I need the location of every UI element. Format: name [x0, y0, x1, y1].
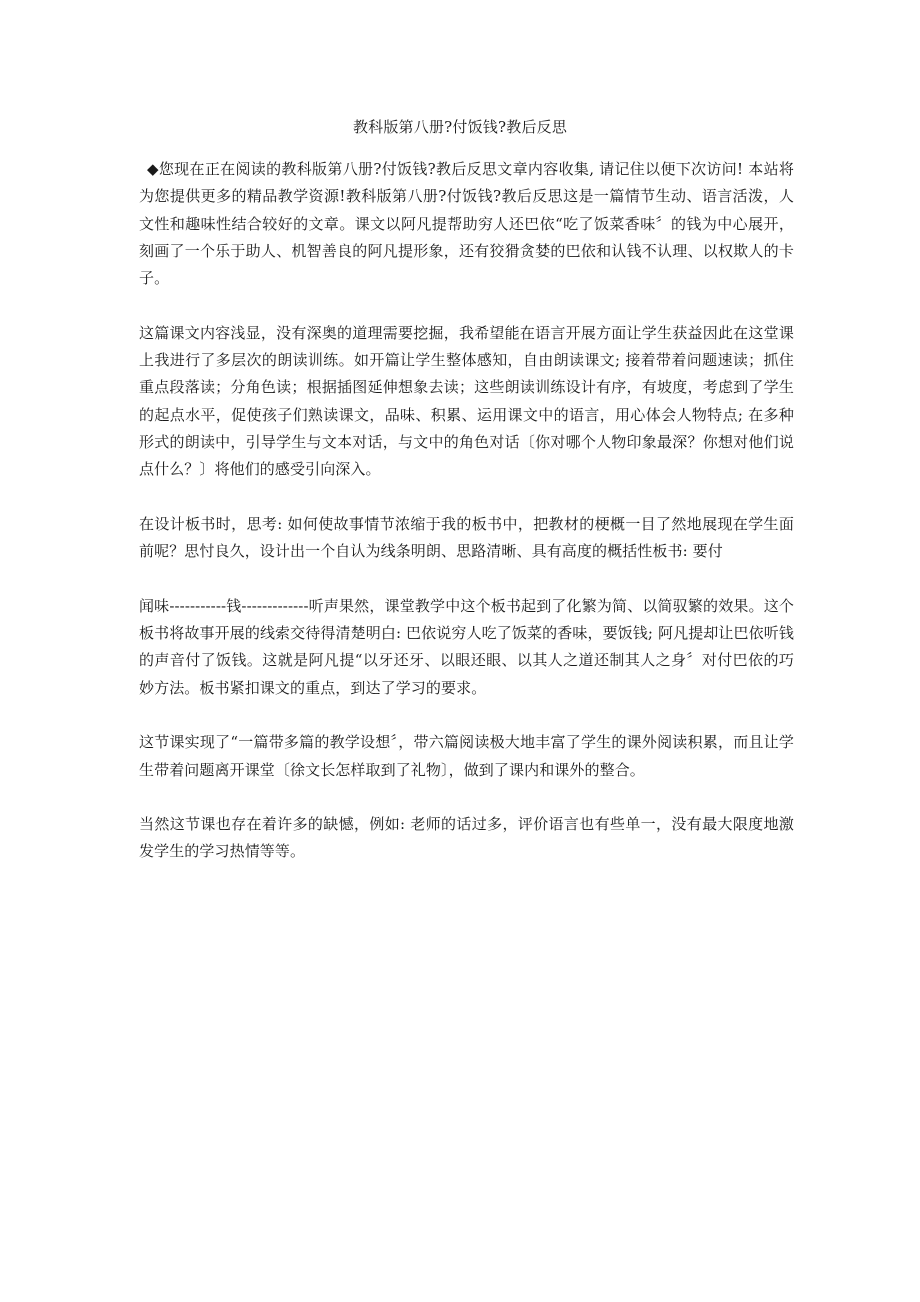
- document-title: 教科版第八册?付饭钱?教后反思: [352, 118, 568, 136]
- paragraph-shortcomings: 当然这节课也存在着许多的缺憾，例如: 老师的话过多，评价语言也有些单一，没有最大限度地激发学生的学习热情等等。: [139, 815, 794, 861]
- paragraph-board-effect: 闻味-----------钱-------------听声果然，课堂教学中这个板书起到了化繁为简、以简驭繁的效果。这个板书将故事开展的线索交待得清楚明白: 巴依说穷人吃了饭菜的香味，要饭钱; 阿凡提却让巴依听钱的声音付了饭钱。这就是阿凡提“以牙还牙、以眼还眼、以其人之道还制其人之身〞对付巴依的巧妙方法。板书紧扣课文的重点，到达了学习的要求。: [139, 596, 794, 697]
- paragraph-intro: ◆您现在正在阅读的教科版第八册?付饭钱?教后反思文章内容收集, 请记住以便下次访问! 本站将为您提供更多的精品教学资源!教科版第八册?付饭钱?教后反思这是一篇情节生动、语言活泼，人文性和趣味性结合较好的文章。课文以阿凡提帮助穷人还巴依“吃了饭菜香味〞的钱为中心展开，刻画了一个乐于助人、机智善良的阿凡提形象，还有狡猾贪婪的巴依和认钱不认理、以权欺人的卡子。: [139, 160, 794, 288]
- paragraph-extended-reading: 这节课实现了“一篇带多篇的教学设想〞，带六篇阅读极大地丰富了学生的课外阅读积累，而且让学生带着问题离开课堂〔徐文长怎样取到了礼物〕，做到了课内和课外的整合。: [139, 733, 794, 779]
- document-body: [139, 156, 794, 866]
- paragraph-reading-training: 这篇课文内容浅显，没有深奥的道理需要挖掘，我希望能在语言开展方面让学生获益因此在这堂课上我进行了多层次的朗读训练。如开篇让学生整体感知，自由朗读课文; 接着带着问题速读；抓住重点段落读；分角色读；根据插图延伸想象去读；这些朗读训练设计有序，有坡度，考虑到了学生的起点水平，促使孩子们熟读课文，品味、积累、运用课文中的语言，用心体会人物特点; 在多种形式的朗读中，引导学生与文本对话，与文中的角色对话〔你对哪个人物印象最深？你想对他们说点什么？〕将他们的感受引向深入。: [139, 323, 794, 479]
- paragraph-board-design: 在设计板书时，思考: 如何使故事情节浓缩于我的板书中，把教材的梗概一目了然地展现在学生面前呢？思忖良久，设计出一个自认为线条明朗、思路清晰、具有高度的概括性板书: 要付: [139, 514, 794, 561]
